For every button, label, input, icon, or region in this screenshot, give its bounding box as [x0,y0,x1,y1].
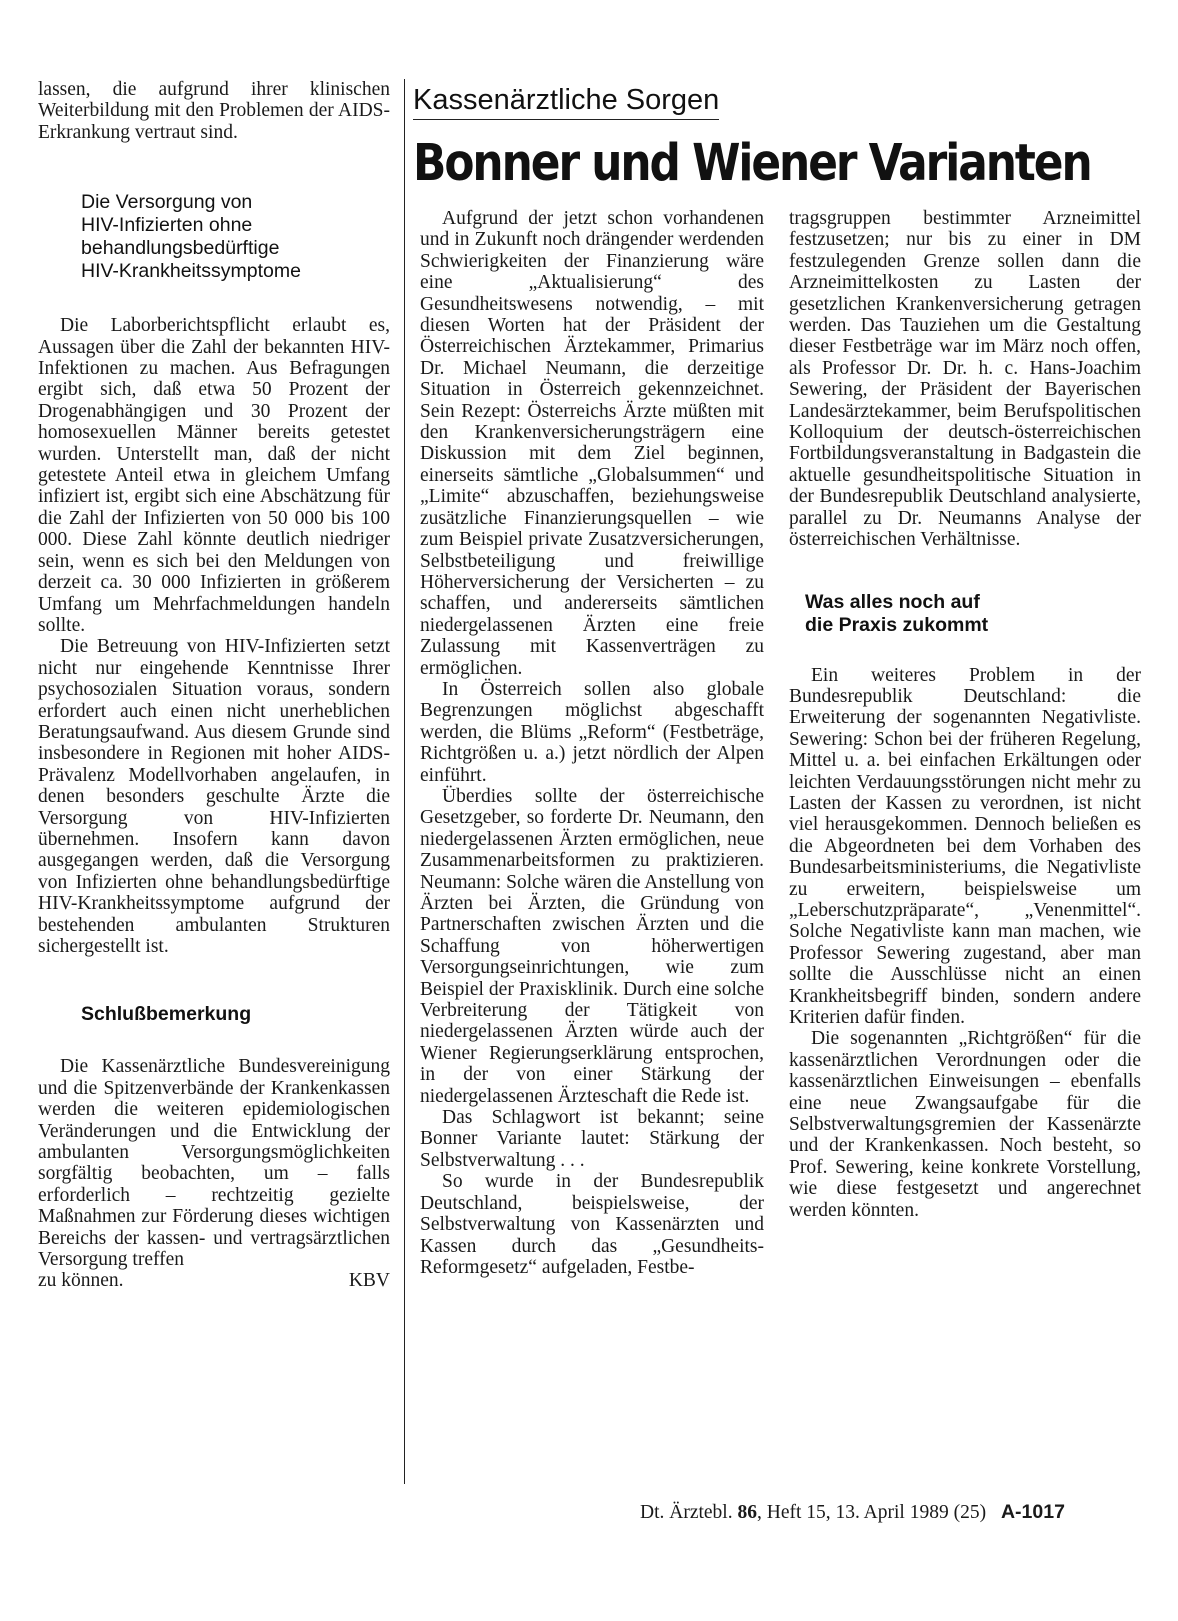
heading-versorgung-line: HIV-Krankheitssymptome [81,260,301,283]
footer-volume: 86 [737,1502,757,1523]
heading-praxis-line: die Praxis zukommt [805,613,989,636]
right-column [789,208,1141,1221]
left-column [38,79,405,1484]
footer-page-code: A-1017 [1000,1501,1065,1523]
article-headline: Bonner und Wiener Varianten [413,134,1091,193]
article-paragraph: Überdies sollte der österreichische Gesetzgeber, so forderte Dr. Neumann, den niedergelassenen Ärzten ermöglichen, neue Zusammenarbeitsformen zu praktizieren. Neumann: Solche wären die Anstellung von Ärzten bei Ärzten, die Gründung von Partnerschaften zwischen Ärzten und die Schaffung von höherwertigen Versorgungseinrichtungen, wie zum Beispiel der Praxisklinik. Durch eine solche Verbreiterung der Tätigkeit von niedergelassenen Ärzten würde auch der Wiener Regierungserklärung entsprochen, in der von einer Stärkung der niedergelassenen Ärzteschaft die Rede ist. [420,785,764,1107]
heading-praxis [789,591,1141,637]
footer-journal: Dt. Ärztebl. [640,1502,733,1523]
signature-kbv: KBV [348,1270,390,1292]
article-paragraph: Ein weiteres Problem in der Bundesrepublik Deutschland: die Erweiterung der sogenannten Negativliste. Sewering: Schon bei der früheren Regelung, Mittel u. a. bei einfachen Erkältungen oder leichten Verdauungsstörungen nicht mehr zu Lasten der Kassen zu verordnen, ist nicht viel herausgekommen. Dennoch beließen es die Abgeordneten bei dem Vorhaben des Bundesarbeitsministeriums, die Negativliste zu erweitern, beispielsweise um „Leberschutzpräparate“, „Venenmittel“. Solche Negativliste kann man machen, wie Professor Sewering zugestand, aber man sollte die Ausschlüsse nicht an einen Krankheitsbegriff binden, sondern andere Kriterien dafür finden. [789,664,1141,1028]
article-paragraph: So wurde in der Bundesrepublik Deutschland, beispielsweise, der Selbstverwaltung von Kassenärzten und Kassen durch das „Gesundheits-Reformgesetz“ aufgeladen, Festbe- [420,1171,764,1278]
paragraph-betreuung: Die Betreuung von HIV-Infizierten setzt nicht nur eingehende Kenntnisse Ihrer psychosozialen Situation voraus, sondern erfordert auch einen nicht unerheblichen Beratungsaufwand. Aus diesem Grunde sind insbesondere in Regionen mit hoher AIDS-Prävalenz Modellvorhaben angelaufen, in denen besonders geschulte Ärzte die Versorgung von HIV-Infizierten übernehmen. Insofern kann davon ausgegangen werden, daß die Versorgung von Infizierten ohne behandlungsbedürftige HIV-Krankheitssymptome aufgrund der bestehenden ambulanten Strukturen sichergestellt ist. [38,636,390,957]
left-top-paragraph: lassen, die aufgrund ihrer klinischen Weiterbildung mit den Problemen der AIDS-Erkrankung vertraut sind. [38,79,390,143]
article-paragraph: Aufgrund der jetzt schon vorhandenen und in Zukunft noch drängender werdenden Schwierigkeiten der Finanzierung wäre eine „Aktualisierung“ des Gesundheitswesens notwendig, – mit diesen Worten hat der Präsident der Österreichischen Ärztekammer, Primarius Dr. Michael Neumann, die derzeitige Situation in Österreich gekennzeichnet. Sein Rezept: Österreichs Ärzte müßten mit den Krankenversicherungsträgern eine Diskussion mit dem Ziel beginnen, einerseits sämtliche „Globalsummen“ und „Limite“ abzuschaffen, beziehungsweise zusätzliche Finanzierungsquellen – wie zum Beispiel private Zusatzversicherungen, Selbstbeteiligung und freiwillige Höherversicherung der Versicherten – zu schaffen, und andererseits sämtlichen niedergelassenen Ärzten eine freie Zulassung mit Kassenverträgen zu ermöglichen. [420,208,764,679]
paragraph-schlussbemerkung: Die Kassenärztliche Bundesvereinigung und die Spitzenverbände der Krankenkassen werden die weiteren epidemiologischen Veränderungen und die Entwicklung der ambulanten Versorgungsmöglichkeiten sorgfältig beobachten, um – falls erforderlich – rechtzeitig gezielte Maßnahmen zur Förderung dieses wichtigen Bereichs der kassen- und vertragsärztlichen Versorgung treffen [38,1056,390,1271]
article-paragraph: Das Schlagwort ist bekannt; seine Bonner Variante lautet: Stärkung der Selbstverwaltung . . . [420,1107,764,1171]
article-kicker: Kassenärztliche Sorgen [413,83,719,120]
closing-text: zu können. [38,1270,124,1292]
heading-versorgung-line: HIV-Infizierten ohne [81,214,253,237]
article-paragraph: In Österreich sollen also globale Begrenzungen möglichst abgeschafft werden, die Blüms „Reform“ (Festbeträge, Richtgrößen u. a.) jetzt nördlich der Alpen einführt. [420,678,764,786]
heading-versorgung-line: behandlungsbedürftige [81,237,280,260]
heading-praxis-line: Was alles noch auf [805,590,980,613]
heading-versorgung-line: Die Versorgung von [81,191,253,214]
paragraph-laborbericht: Die Laborberichtspflicht erlaubt es, Aussagen über die Zahl der bekannten HIV-Infektionen zu machen. Aus Befragungen ergibt sich, daß etwa 50 Prozent der Drogenabhängigen und 30 Prozent der homosexuellen Männer bereits getestet wurden. Unterstellt man, daß der nicht getestete Anteil etwa in gleichem Umfang infiziert ist, ergibt sich eine Abschätzung für die Zahl der Infizierten von 50 000 bis 100 000. Diese Zahl könnte deutlich niedriger sein, wenn es sich bei den Meldungen von derzeit ca. 30 000 Infizierten in größerem Umfang um Mehrfachmeldungen handeln sollte. [38,315,390,636]
page-footer [640,1500,1142,1525]
footer-issue-date: , Heft 15, 13. April 1989 (25) [756,1502,987,1523]
middle-column [420,208,764,1278]
article-paragraph: Die sogenannten „Richtgrößen“ für die kassenärztlichen Verordnungen oder die kassenärztlichen Einweisungen – ebenfalls eine neue Zwangsaufgabe für die Selbstverwaltungsgremien der Kassenärzte und der Krankenkassen. Noch besteht, so Prof. Sewering, keine konkrete Vorstellung, wie diese festgesetzt und angerechnet werden könnten. [789,1028,1141,1221]
closing-line [38,1270,390,1291]
heading-schlussbemerkung: Schlußbemerkung [81,1003,252,1026]
heading-versorgung [38,191,390,283]
article-paragraph: tragsgruppen bestimmter Arzneimittel festzusetzen; nur bis zu einer in DM festzulegenden Grenze sollen dann die Arzneimittelkosten zu Lasten der gesetzlichen Krankenversicherung getragen werden. Das Tauziehen um die Gestaltung dieser Festbeträge war im März noch offen, als Professor Dr. Dr. h. c. Hans-Joachim Sewering, der Präsident der Bayerischen Landesärztekammer, beim Berufspolitischen Kolloquium der deutsch-österreichischen Fortbildungsveranstaltung in Badgastein die aktuelle gesundheitspolitische Situation in der Bundesrepublik Deutschland analysierte, parallel zu Dr. Neumanns Analyse der österreichischen Verhältnisse. [789,208,1141,551]
